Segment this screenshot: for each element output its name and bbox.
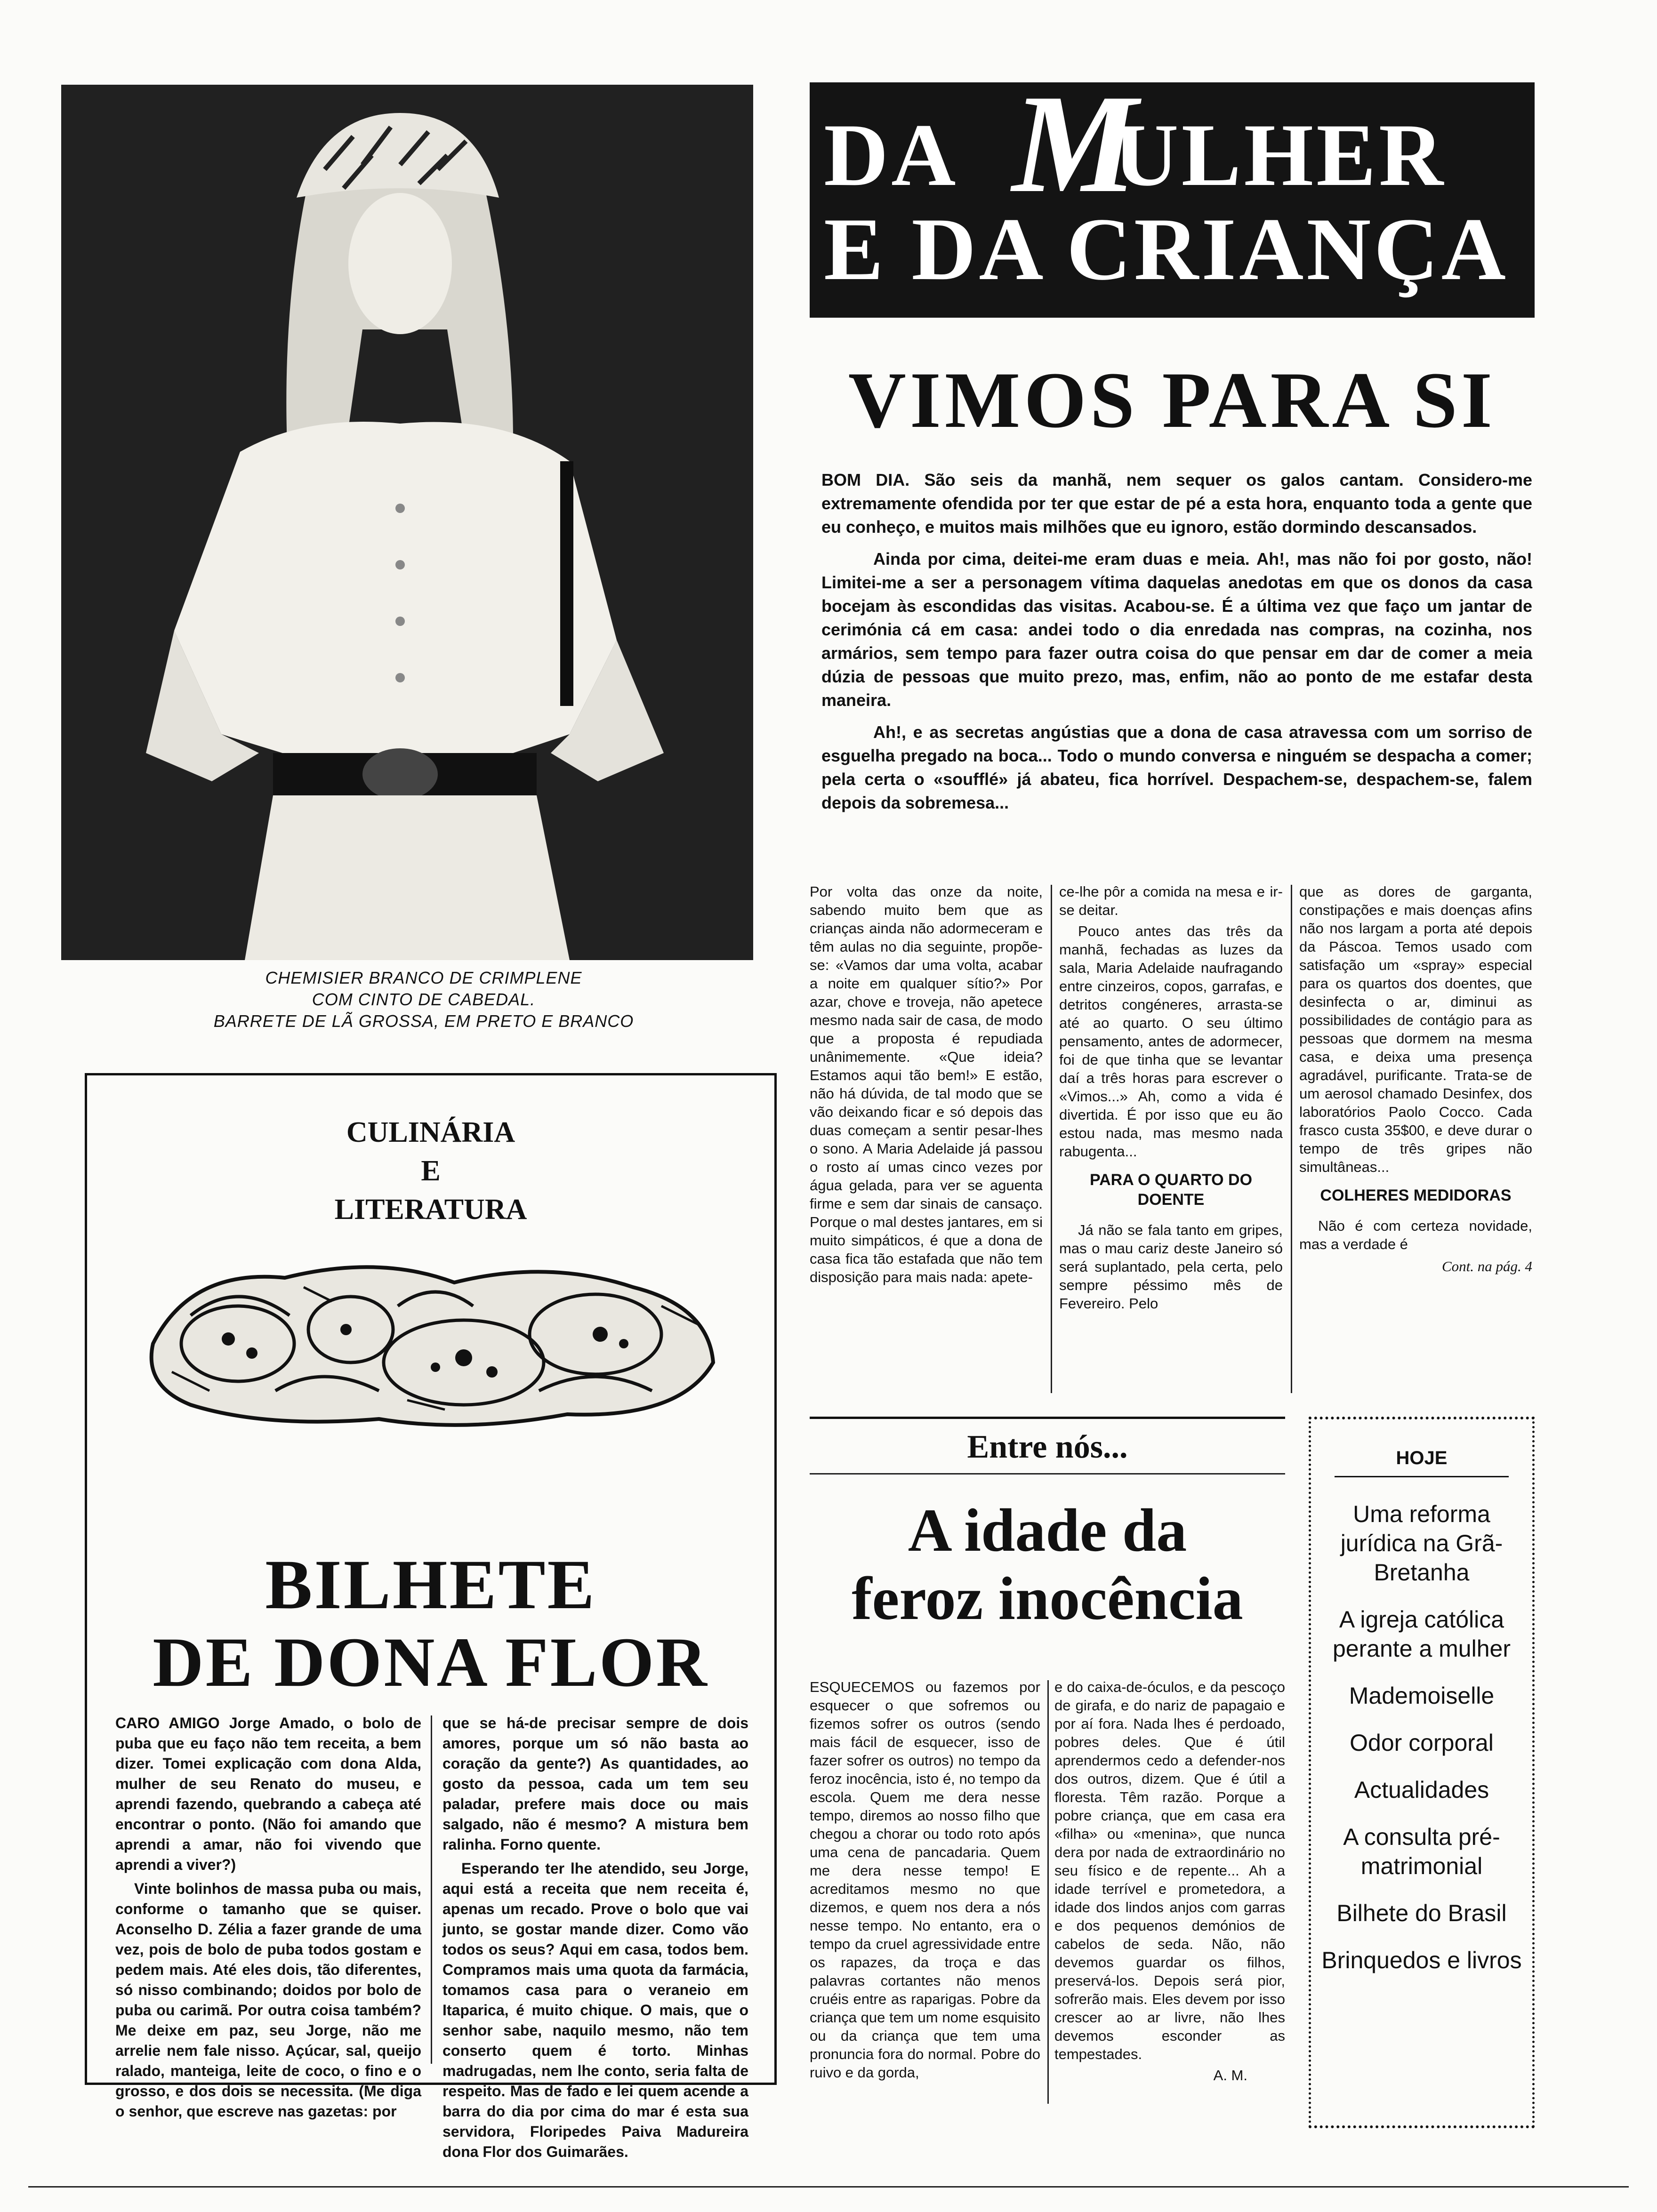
intro-paragraph: Ainda por cima, deitei-me eram duas e meia. Ah!, mas não foi por gosto, não! Limitei-me a ser a personagem vítima daquelas anedotas em que os donos da casa bocejam às escondidas das visitas. Acabou-se. É a última vez que faço um jantar de cerimónia cá em casa: andei todo o dia enredada nas compras, na cozinha, nos armários, sem tempo para fazer outra coisa do que pensar em dar de comer a meia dúzia de pessoas que muito prezo, mas, enfim, não ao ponto de me estafar desta maneira. [821,549,1532,710]
culinaria-title-line: LITERATURA [334,1194,527,1226]
hoje-item: A consulta pré-matrimonial [1343,1824,1500,1879]
body-paragraph: e do caixa-de-óculos, e da pescoço de girafa, e do nariz de papagaio e por aí fora. Nada lhes é perdoado, pobres deles. Que é útil aprendermos cedo a defender-nos dos outros, dizem. Que é útil a floresta. Têm razão. Porque a pobre criança, que em casa era «filha» ou «menina», que nunca dera por nada de extraordinário no seu físico e de repente... Ah a idade terrível e prometedora, a idade dos lindos anjos com garras e dos pequenos demónios de cabelos de seda. Não, não devemos guardar os filhos, preservá-los. Depois será pior, sofrerão mais. Eles devem por isso crescer ao ar livre, não lhes devemos esconder as tempestades. [1054,1679,1285,2062]
bilhete-title-line: BILHETE [265,1546,596,1624]
section-masthead [810,65,1535,318]
body-paragraph: Não é com certeza novidade, mas a verdade é [1299,1218,1532,1252]
entre-nos-kicker: Entre nós... [810,1417,1285,1466]
page-bottom-rule [28,2186,1629,2188]
body-paragraph: que se há-de precisar sempre de dois amores, porque um só não basta ao coração da gente?) As quantidades, ao gosto da pessoa, cada um tem seu paladar, prefere mais doce ou mais salgado, não é mesmo? A mistura bem ralinha. Forno quente. [442,1715,748,1853]
hoje-item: Uma reforma jurídica na Grã-Bretanha [1340,1501,1503,1586]
kicker-rule [810,1473,1285,1475]
masthead-line-1 [824,106,1525,205]
main-article-column-2 [1059,882,1283,1391]
subhead-quarto-doente: PARA O QUARTO DO DOENTE [1089,1171,1253,1209]
signature: A. M. [1213,2067,1247,2084]
caption-line: BARRETE DE LÃ GROSSA, EM PRETO E BRANCO [213,1011,634,1031]
bilhete-title-line: DE DONA FLOR [153,1623,709,1701]
body-paragraph: ce-lhe pôr a comida na mesa e ir-se deitar. [1059,883,1283,918]
body-paragraph: Esperando ter lhe atendido, seu Jorge, aqui está a receita que nem receita é, apenas um recado. Prove o bolo que vai junto, se gostar mande dizer. Como vão todos os seus? Aqui em casa, todos bem. Compramos mais uma quota da farmácia, tomamos casa para o veraneio em Itaparica, é muito chique. O mais, que o senhor sabe, naquilo mesmo, não tem conserto quem é torto. Minhas madrugadas, nem lhe conto, seria falta de respeito. Mas de fado e lei quem acende a barra do dia por cima do mar é esta sua servidora, Floripedes Paiva Madureira dona Flor dos Guimarães. [442,1860,748,2160]
entre-nos-column-2 [1054,1678,1285,2111]
culinaria-box [85,1073,777,2160]
body-paragraph: que as dores de garganta, constipações e mais doenças afins não nos largam a porta até depois da Páscoa. Temos usado com satisfação um «spray» especial para os quartos dos doentes, que desinfecta o ar, diminui as possibilidades de contágio para as pessoas que dormem na mesma casa, e deixa uma presença agradável, purificante. Trata-se de um aerosol chamado Desinfex, dos laboratórios Paolo Cocco. Cada frasco custa 35$00, e deve durar o tempo de três gripes não simultâneas... [1299,883,1532,1175]
culinaria-title-line: CULINÁRIA [346,1116,515,1148]
column-divider [431,1715,432,2064]
intro-paragraph: BOM DIA. São seis da manhã, nem sequer os galos cantam. Considero-me extremamente ofendida por ter que estar de pé a esta hora, enquanto toda a gente que eu conheço, e muitos mais milhões que eu ignoro, estão dormindo descansados. [821,470,1532,537]
main-article-column-1 [810,882,1043,1391]
body-paragraph: ESQUECEMOS ou fazemos por esquecer o que sofremos ou fizemos sofrer os outros (sendo mais fácil de esquecer, isso de fazer sofrer os outros) no tempo da feroz inocência, isto é, no tempo da escola. Quem me dera nesse tempo, diremos ao nosso filho que chegou a chorar ou todo roto após uma cena de pancadaria. Quem me dera nesse tempo! E acreditamos mesmo no que dizemos, e quem nos dera a nós nesse tempo. No entanto, era o tempo da cruel agressividade entre os rapazes, da troça e das palavras cortantes não menos cruéis entre as raparigas. Pobre da criança que tem um nome esquisito ou da criança que tem uma pronuncia fora do normal. Pobre do ruivo e da gorda, [810,1679,1040,2081]
hoje-list [1316,1499,1528,1993]
masthead-m-logo: M [1012,65,1138,222]
masthead-da: DA [824,106,959,205]
body-paragraph: Pouco antes das três da manhã, fechadas as luzes da sala, Maria Adelaide naufragando entre cinzeiros, copos, garrafas, e detritos congéneres, arrasta-se até ao quarto. O seu último pensamento, antes de adormecer, foi de que tinha que se levantar daí a três horas para escrever o «Vimos...» Ah, como a vida é divertida. É por isso que eu ão estou nada, mas mesmo nada rabugenta... [1059,923,1283,1160]
photo-caption [61,967,786,1032]
caption-line: CHEMISIER BRANCO DE CRIMPLENE [265,968,582,987]
fashion-photo [61,85,753,960]
intro-paragraph: Ah!, e as secretas angústias que a dona de casa atravessa com um sorriso de esguelha pregado na boca... Todo o mundo conversa e ninguém se despacha a comer; pela certa o «soufflé» já abateu, fica horrível. Despachem-se, despachem-se, falem depois da sobremesa... [821,722,1532,812]
hoje-box [1309,1417,1535,2128]
culinaria-title-line: E [421,1155,441,1187]
entre-nos-column-1 [810,1678,1040,2111]
hoje-item: Odor corporal [1350,1730,1494,1756]
subhead-colheres-medidoras: COLHERES MEDIDORAS [1320,1186,1512,1204]
body-paragraph: Já não se fala tanto em gripes, mas o mau cariz deste Janeiro só será suplantado, pela certa, pelo sempre péssimo mês de Fevereiro. Pelo [1059,1222,1283,1312]
body-paragraph: Vinte bolinhos de massa puba ou mais, conforme o tamanho que se quiser. Aconselho D. Zélia a fazer grande de uma vez, pois de bolo de puba todos gostam e pedem mais. Até eles dois, tão diferentes, só nisso combinando; doidos por bolo de puba ou carimã. Por outra coisa também? Me deixe em paz, seu Jorge, não me arrelie nem fale nisso. Açúcar, sal, queijo ralado, manteiga, leite de coco, o fino e o grosso, e dos dois se necessita. (Me diga o senhor, que escreve nas gazetas: por [115,1880,421,2120]
hoje-title: HOJE [1396,1448,1448,1468]
masthead-line-2: E DA CRIANÇA [824,200,1509,299]
bilhete-column-2 [442,1713,748,2160]
hoje-title-rule [1335,1476,1509,1477]
masthead-ulher: ULHER [1114,106,1447,205]
bilhete-column-1 [115,1713,421,2120]
main-article-column-3 [1299,882,1532,1391]
headline-line: feroz inocência [852,1565,1243,1633]
hoje-item: Bilhete do Brasil [1336,1900,1507,1926]
body-paragraph: CARO AMIGO Jorge Amado, o bolo de puba que eu faço não tem receita, a bem dizer. Tomei explicação com dona Alda, mulher de seu Renato do museu, e aprendi fazendo, quebrando a cabeça até encontrar o ponto. (Não foi amando que aprendi a amar, não foi vivendo que aprendi a viver?) [115,1715,421,1873]
hoje-item: Actualidades [1354,1777,1489,1803]
hoje-item: A igreja católica perante a mulher [1332,1606,1511,1662]
main-headline: VIMOS PARA SI [848,356,1496,444]
food-engraving-illustration [134,1250,727,1433]
photo-illustration [61,85,753,960]
column-divider [1291,885,1292,1393]
hoje-item: Brinquedos e livros [1321,1947,1522,1973]
column-divider [1051,885,1052,1393]
culinaria-title [87,1113,774,1229]
body-paragraph: Por volta das onze da noite, sabendo muito bem que as crianças ainda não adormeceram e têm aulas no dia seguinte, propõe-se: «Vamos dar uma volta, acabar a noite em qualquer sítio?» Por azar, chove e troveja, não apetece mesmo nada sair de casa, de modo que a proposta é repudiada unânimemente. «Que ideia? Estamos aqui tão bem!» E estão, não há dúvida, de tal modo que se vão deixando ficar e só depois das duas começam a sentir pesar-lhes o sono. A Maria Adelaide já passou o rosto aí umas cinco vezes por água gelada, para ver se aguenta firme e sem dar sinais de cansaço. Porque o mal destes jantares, em si muito simpáticos, é que a dona de casa fica tão estafada que não tem disposição para mais nada: apete- [810,883,1043,1285]
entre-nos-headline [810,1497,1285,1633]
headline-line: A idade da [908,1497,1187,1564]
column-divider [1047,1680,1049,2104]
caption-line: COM CINTO DE CABEDAL. [312,990,536,1009]
continued-note: Cont. na pág. 4 [1441,1258,1532,1274]
hoje-item: Mademoiselle [1349,1683,1495,1709]
bilhete-title [87,1546,774,1701]
main-article-intro [821,468,1532,823]
